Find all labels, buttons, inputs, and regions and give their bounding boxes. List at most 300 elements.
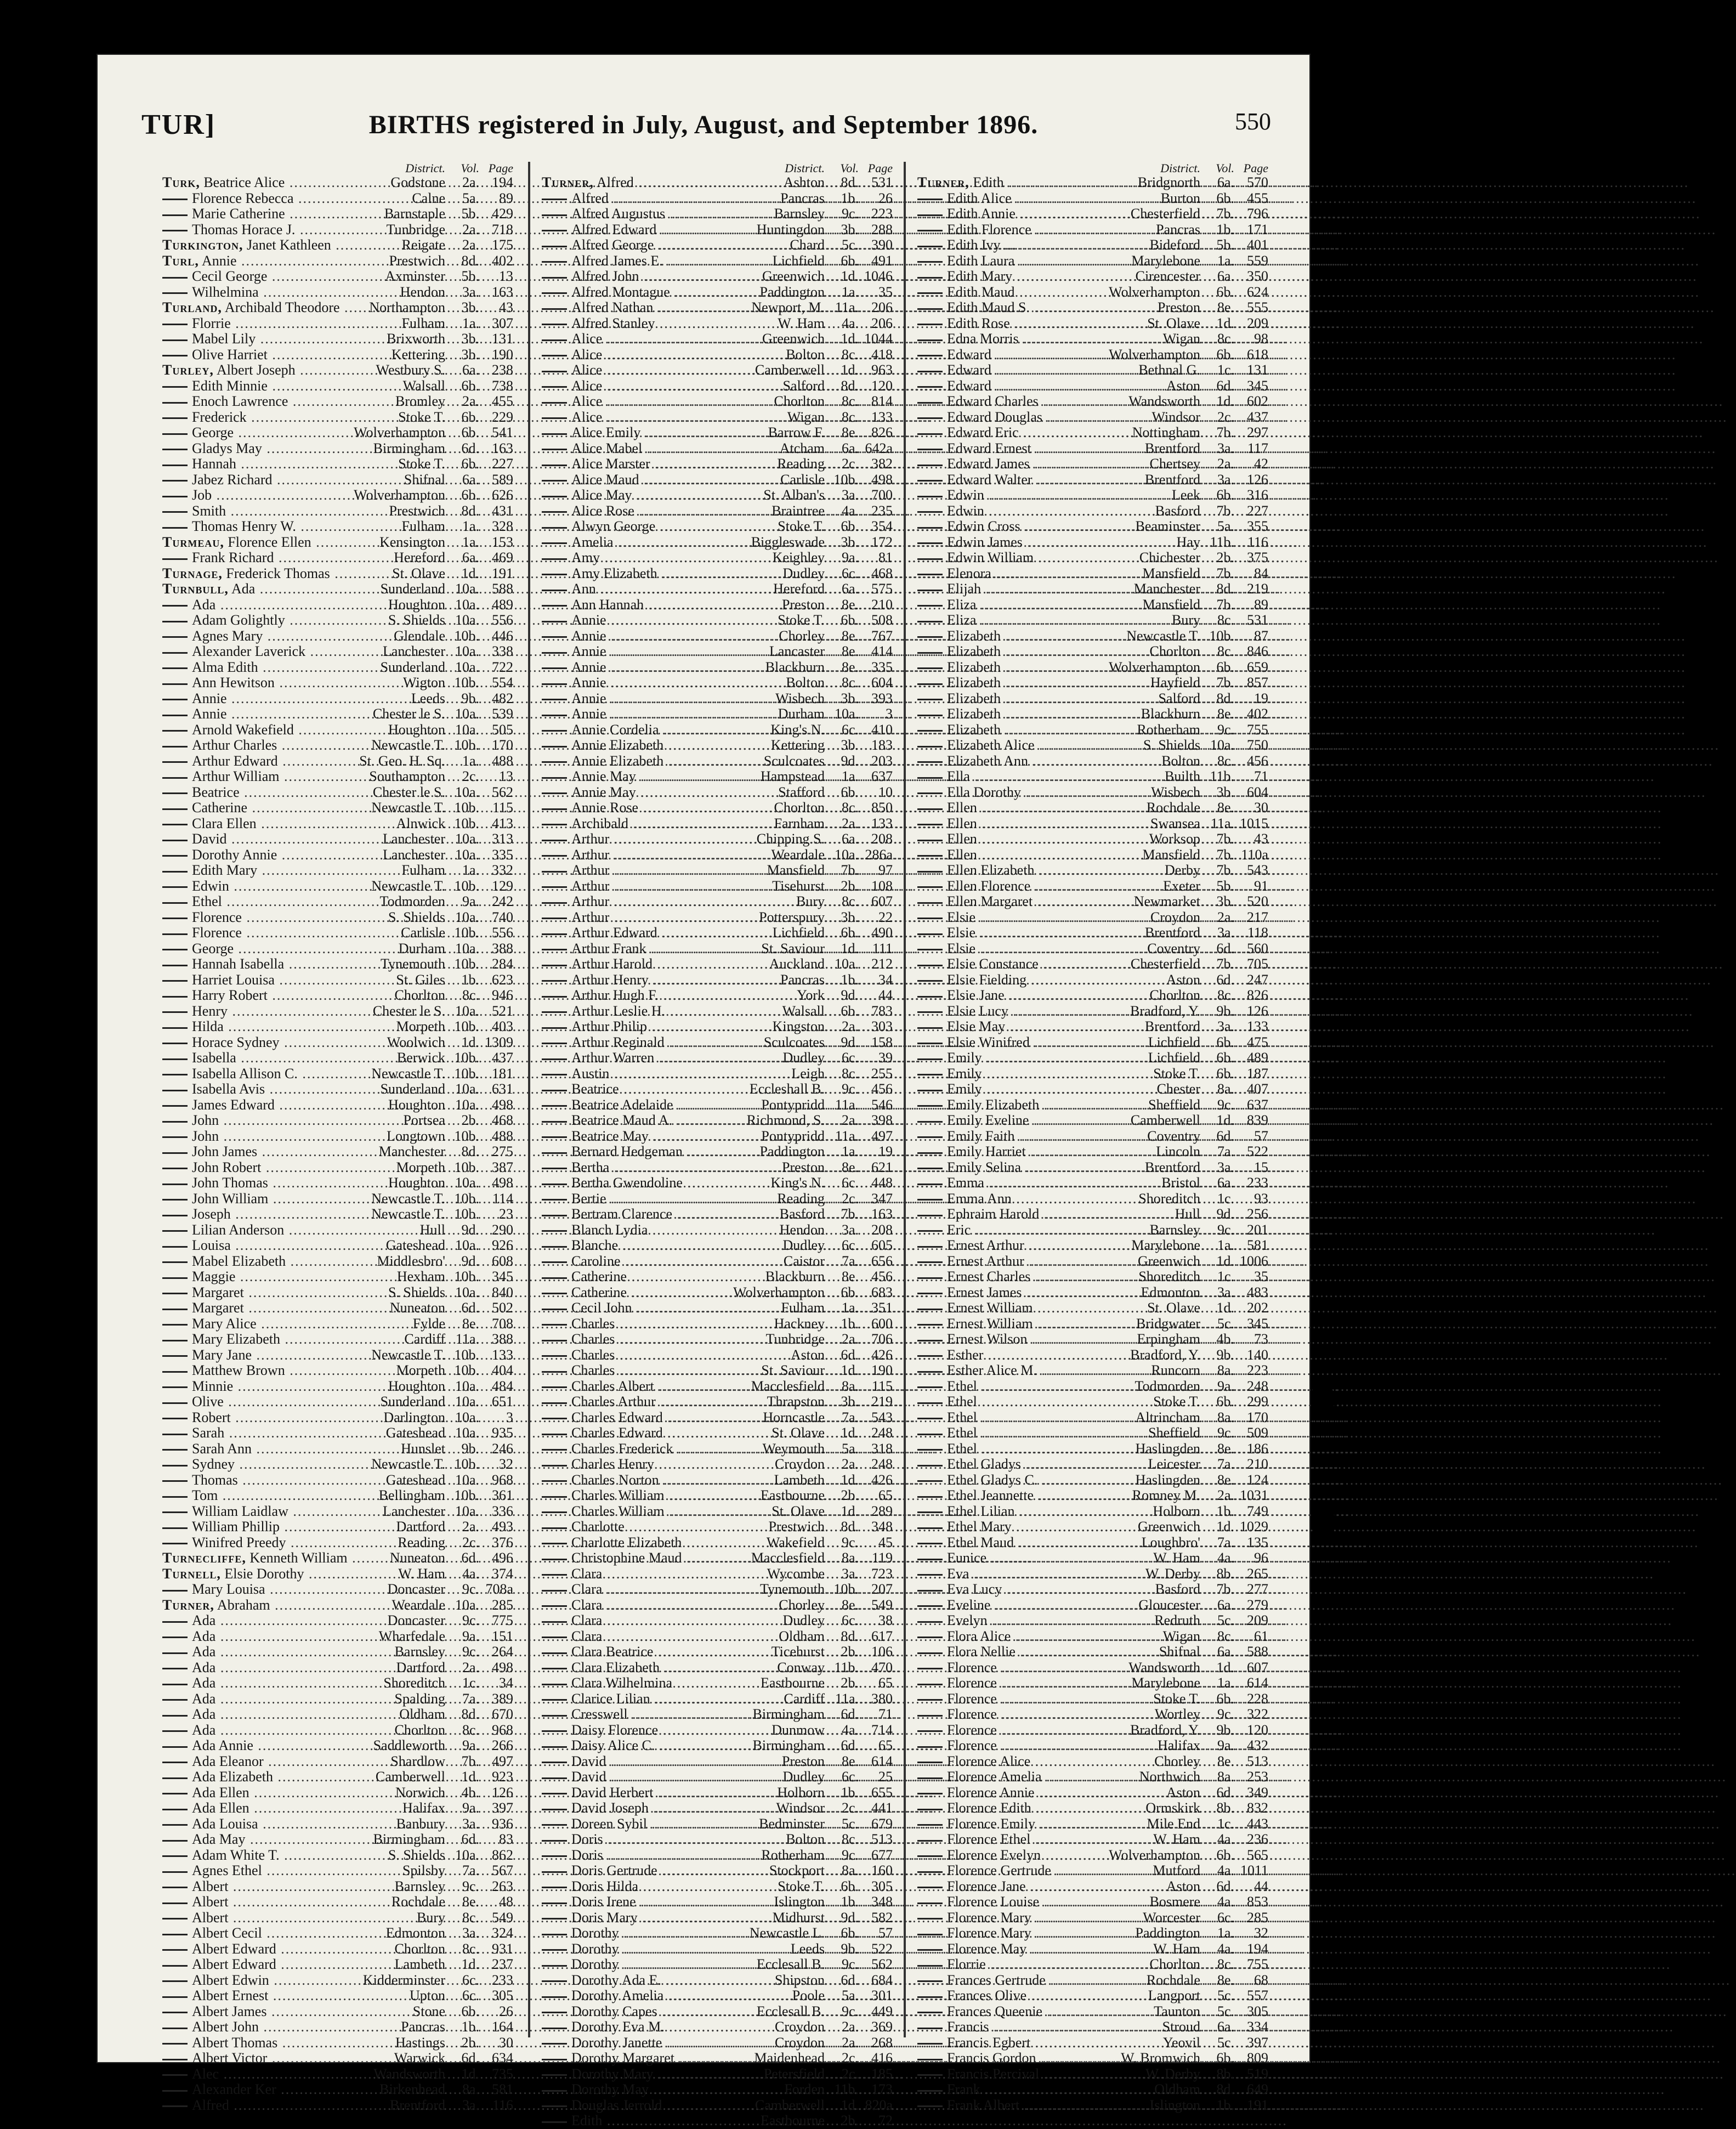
entry-forenames: Edward Charles [947, 393, 1039, 409]
register-entry [542, 1082, 893, 1097]
entry-name [162, 1800, 400, 1816]
entry-forenames: Elsie [947, 909, 975, 925]
register-entry [542, 1019, 893, 1035]
entry-forenames: Charles Frederick [571, 1440, 673, 1457]
entry-page: 206 [871, 299, 893, 315]
entry-district: Bedminster [759, 1815, 825, 1832]
entry-page: 301 [871, 1988, 893, 2003]
ditto-dash [917, 1934, 943, 1935]
entry-district: Bolton [786, 675, 825, 690]
register-entry [162, 1800, 513, 1816]
entry-district: Morpeth [396, 1018, 445, 1034]
entry-district: Morpeth [396, 1362, 445, 1378]
entry-district: Romney M. [1132, 1487, 1200, 1503]
entry-forenames: Annie Cordelia [571, 721, 659, 738]
entry-page: 677 [871, 1847, 893, 1863]
entry-page: 194 [492, 174, 513, 190]
ditto-dash [162, 1949, 188, 1951]
entry-forenames: Florence [947, 1706, 997, 1722]
entry-district: Tunbridge [386, 221, 445, 237]
entry-page: 227 [1247, 502, 1268, 519]
register-entry [162, 300, 513, 316]
ditto-dash [162, 1715, 188, 1717]
entry-forenames: Elsie Constance [947, 956, 1039, 972]
register-entry [917, 1175, 1268, 1191]
entry-forenames: Arthur Edward [192, 752, 278, 769]
entry-page: 238 [492, 362, 513, 378]
entry-district: Bradford, Y. [1130, 1346, 1200, 1363]
register-entry [162, 1285, 513, 1301]
entry-page: 81 [878, 550, 893, 565]
entry-district: Bolton [786, 1831, 825, 1847]
register-entry [917, 1488, 1268, 1504]
entry-name [917, 285, 1107, 301]
entry-page: 931 [492, 1940, 513, 1957]
entry-volume: 8e. [841, 596, 859, 613]
entry-name [917, 1113, 1128, 1129]
ditto-dash [162, 1855, 188, 1857]
ditto-dash [162, 496, 188, 497]
entry-forenames: Beatrice [571, 1081, 619, 1097]
entry-forenames: Ernest Arthur [947, 1253, 1024, 1269]
entry-forenames: Archibald Theodore [224, 299, 340, 315]
register-entry [162, 1129, 513, 1145]
entry-page: 749 [1247, 1503, 1268, 1519]
entry-page: 183 [871, 737, 893, 753]
ditto-dash [917, 1496, 943, 1498]
ditto-dash [542, 918, 567, 919]
entry-forenames: Albert [192, 1878, 229, 1894]
ditto-dash [542, 449, 567, 450]
entry-district: Hay [1176, 534, 1200, 550]
entry-district: Chorlton [394, 1940, 445, 1957]
entry-district: Chester le S. [372, 784, 445, 800]
ditto-dash [542, 214, 567, 216]
entry-page: 297 [1247, 424, 1268, 440]
register-entry [917, 597, 1268, 613]
entry-forenames: Francis Egbert [947, 2034, 1031, 2051]
ditto-dash [542, 1715, 567, 1717]
entry-district: Eastbourne [761, 2113, 825, 2128]
entry-name [162, 1535, 395, 1551]
entry-forenames: Esther Alice M. [947, 1362, 1037, 1378]
entry-page: 303 [871, 1018, 893, 1034]
entry-page: 175 [492, 237, 513, 253]
entry-name [917, 613, 1170, 628]
register-entry [162, 2082, 513, 2098]
entry-volume: 8c. [841, 1831, 859, 1847]
entry-page: 448 [871, 1175, 893, 1191]
entry-name [162, 1816, 394, 1832]
ditto-dash [917, 1309, 943, 1310]
ditto-dash [162, 1324, 188, 1326]
ditto-dash [542, 1402, 567, 1404]
entry-page: 437 [492, 1050, 513, 1066]
entry-name [162, 269, 383, 285]
entry-volume: 8a. [462, 2081, 479, 2097]
entry-name [542, 691, 773, 707]
entry-forenames: Florence [947, 1737, 997, 1753]
register-entry [542, 2051, 893, 2066]
entry-volume: 10b. [454, 1206, 479, 1222]
entry-district: Wycombe [767, 1565, 825, 1582]
entry-forenames: Olive Harriet [192, 346, 268, 363]
entry-surname: Turland, [162, 299, 222, 315]
ditto-dash [917, 1559, 943, 1560]
entry-district: Sunderland [380, 1081, 445, 1097]
register-entry [542, 1629, 893, 1645]
entry-volume: 10a. [455, 1378, 479, 1394]
entry-name [917, 1191, 1136, 1207]
entry-district: Sunderland [380, 581, 445, 597]
entry-volume: 6d. [461, 1300, 479, 1316]
ditto-dash [917, 1074, 943, 1075]
register-entry [162, 581, 513, 597]
ditto-dash [542, 1386, 567, 1388]
entry-name [162, 410, 396, 426]
entry-district: Marylebone [1131, 1237, 1200, 1253]
ditto-dash [917, 1277, 943, 1279]
entry-page: 470 [871, 1659, 893, 1675]
entry-surname: Turner, [917, 174, 969, 190]
entry-volume: 9d. [841, 752, 859, 769]
entry-district: Salford [782, 377, 825, 394]
entry-district: Gloucester [1138, 1596, 1200, 1613]
register-entry [542, 2019, 893, 2035]
entry-volume: 2b. [841, 1675, 859, 1691]
register-entry [917, 1598, 1268, 1613]
entry-page: 449 [871, 2003, 893, 2019]
entry-forenames: Arthur Warren [571, 1050, 655, 1066]
entry-forenames: Charles William [571, 1487, 665, 1503]
entry-forenames: Amelia [571, 534, 614, 550]
register-entry [162, 206, 513, 222]
entry-district: Coventry [1147, 1128, 1200, 1144]
register-entry [917, 1222, 1268, 1238]
ditto-dash [917, 1121, 943, 1123]
entry-volume: 9c. [841, 1534, 859, 1550]
entry-volume: 6a. [462, 550, 479, 565]
ditto-dash [542, 542, 567, 544]
entry-district: Leeds [790, 1940, 825, 1957]
entry-name [917, 1066, 1151, 1082]
entry-name [542, 1613, 780, 1629]
entry-name [917, 1238, 1129, 1254]
entry-page: 242 [492, 893, 513, 909]
entry-forenames: Sarah Ann [192, 1440, 252, 1457]
entry-forenames: Daisy Florence [571, 1722, 659, 1738]
entry-name [162, 1019, 394, 1035]
entry-name [542, 956, 767, 972]
ditto-dash [162, 1011, 188, 1013]
entry-name [542, 1894, 772, 1910]
entry-name [542, 1832, 784, 1848]
entry-district: Brentford [1144, 1018, 1200, 1034]
entry-district: Bromley [395, 393, 445, 409]
entry-name [162, 1300, 388, 1316]
entry-district: Bury [1172, 612, 1200, 628]
entry-page: 509 [1247, 1425, 1268, 1441]
register-entry [542, 1050, 893, 1066]
entry-volume: 4b. [1216, 1331, 1234, 1347]
ditto-dash [542, 777, 567, 779]
ditto-dash [162, 292, 188, 294]
register-entry [542, 1425, 893, 1441]
register-entry [162, 1097, 513, 1113]
entry-name [542, 1848, 759, 1864]
register-entry [542, 394, 893, 410]
district-header: District. [785, 161, 825, 175]
entry-name [542, 1004, 780, 1020]
entry-volume: 4a. [1217, 1862, 1234, 1878]
entry-page: 247 [1247, 971, 1268, 988]
entry-district: Chertsey [1149, 456, 1200, 472]
ditto-dash [162, 1027, 188, 1029]
page-header-label: Page [488, 161, 513, 175]
entry-page: 57 [1254, 1128, 1268, 1144]
entry-forenames: Doris Irene [571, 1894, 636, 1910]
register-entry [162, 550, 513, 566]
register-entry [162, 722, 513, 738]
entry-surname: Turk, [162, 174, 200, 190]
entry-forenames: Annie May [571, 768, 636, 784]
entry-volume: 8a. [1217, 1362, 1234, 1378]
register-entry [542, 1457, 893, 1473]
register-entry [542, 879, 893, 894]
entry-name [917, 800, 1144, 816]
register-entry [917, 1566, 1268, 1582]
entry-forenames: Edwin [192, 877, 229, 894]
entry-forenames: Arthur Frank [571, 940, 646, 956]
entry-district: Farnham [774, 815, 825, 831]
entry-name [917, 1848, 1107, 1864]
entry-page: 1006 [1240, 1253, 1268, 1269]
entry-page: 498 [492, 1096, 513, 1113]
register-entry [162, 175, 513, 191]
entry-name [162, 237, 400, 253]
register-entry [917, 1207, 1268, 1222]
entry-forenames: Edward James [947, 456, 1030, 472]
entry-forenames: Alice May [571, 487, 632, 503]
entry-forenames: Arnold Wakefield [192, 721, 294, 738]
register-entry [162, 1222, 513, 1238]
entry-page: 456 [1247, 752, 1268, 769]
entry-name [917, 1863, 1150, 1879]
register-entry [542, 706, 893, 722]
entry-name [542, 2019, 773, 2035]
entry-page: 708a [485, 1581, 513, 1597]
entry-forenames: Ellen [947, 800, 977, 816]
entry-forenames: Emily [947, 1081, 982, 1097]
entry-district: Lanchester [382, 846, 445, 863]
register-entry [917, 1879, 1268, 1895]
entry-volume: 6c. [841, 565, 859, 581]
entry-name [917, 1004, 1128, 1020]
entry-district: Sheffield [1148, 1096, 1200, 1113]
entry-name [917, 2004, 1151, 2020]
entry-volume: 8d. [1216, 2081, 1234, 2097]
entry-forenames: Arthur [571, 893, 610, 909]
entry-name [542, 300, 749, 316]
entry-district: Midhurst [772, 1909, 825, 1926]
entry-page: 116 [492, 2097, 513, 2113]
entry-surname: Turley, [162, 362, 214, 378]
ditto-dash [162, 1434, 188, 1435]
entry-name [162, 1441, 399, 1457]
entry-volume: 10a. [455, 1081, 479, 1097]
entry-name [162, 1144, 377, 1160]
entry-forenames: Alec [192, 2065, 219, 2082]
ditto-dash [162, 824, 188, 825]
register-entry [542, 1363, 893, 1379]
entry-district: Basford [779, 1206, 825, 1222]
entry-volume: 2c. [462, 768, 479, 784]
register-entry [542, 660, 893, 676]
entry-forenames: David Herbert [571, 1784, 654, 1800]
register-entry [542, 425, 893, 441]
ditto-dash [542, 1543, 567, 1544]
ditto-dash [162, 2043, 188, 2045]
entry-surname: Turnage, [162, 565, 223, 581]
entry-page: 338 [492, 643, 513, 659]
register-entry [162, 253, 513, 269]
entry-district: Fylde [412, 1315, 445, 1332]
entry-forenames: Marie Catherine [192, 206, 285, 222]
entry-district: Barnsley [394, 1644, 445, 1660]
entry-page: 413 [492, 815, 513, 831]
entry-page: 614 [871, 1753, 893, 1769]
entry-forenames: Charles Edward [571, 1425, 663, 1441]
entry-page: 649 [1247, 2081, 1268, 2097]
entry-district: King's N. [770, 721, 825, 738]
ditto-dash [162, 886, 188, 888]
ditto-dash [917, 1402, 943, 1404]
entry-name [542, 1457, 773, 1473]
entry-page: 475 [1247, 1034, 1268, 1050]
entry-district: Dudley [782, 1612, 825, 1628]
entry-forenames: Ethel [947, 1440, 977, 1457]
entry-volume: 7b. [1216, 424, 1234, 440]
entry-name [917, 785, 1149, 801]
entry-district: W. Ham [1153, 1831, 1200, 1847]
entry-name [917, 1019, 1143, 1035]
entry-district: Rotherham [761, 1847, 825, 1863]
entry-volume: 6c. [841, 1050, 859, 1066]
entry-volume: 1b. [841, 1894, 859, 1910]
entry-page: 559 [1247, 252, 1268, 269]
entry-district: Camberwell [754, 362, 825, 378]
entry-forenames: Florence Rebecca [192, 190, 294, 206]
entry-district: Thrapston [767, 1394, 825, 1409]
entry-page: 556 [492, 612, 513, 628]
entry-forenames: Elsie Winifred [947, 1034, 1030, 1050]
ditto-dash [542, 1136, 567, 1138]
register-entry [162, 1050, 513, 1066]
entry-forenames: Eva Lucy [947, 1581, 1002, 1597]
entry-forenames: Catherine [571, 1284, 627, 1300]
entry-page: 498 [871, 471, 893, 488]
entry-page: 375 [1247, 550, 1268, 565]
entry-page: 124 [1247, 1471, 1268, 1488]
entry-page: 202 [1247, 1300, 1268, 1316]
entry-forenames: Edith [571, 2113, 603, 2128]
entry-forenames: Lilian Anderson [192, 1221, 285, 1238]
entry-volume: 8c. [1217, 612, 1234, 628]
ditto-dash [542, 590, 567, 591]
entry-name [542, 972, 778, 988]
entry-forenames: Elizabeth [947, 690, 1001, 706]
entry-district: Wigan [787, 409, 825, 425]
register-entry [917, 1644, 1268, 1660]
entry-page: 318 [871, 1440, 893, 1457]
entry-page: 32 [1254, 1925, 1268, 1941]
entry-forenames: Ada Ellen [192, 1784, 249, 1800]
entry-district: Bosmere [1149, 1894, 1200, 1910]
register-entry [917, 1316, 1268, 1332]
entry-forenames: Charles [571, 1331, 615, 1347]
entry-forenames: Frank Richard [192, 550, 274, 565]
entry-district: Gateshead [385, 1425, 445, 1441]
entry-forenames: Archibald [571, 815, 628, 831]
entry-forenames: Albert Joseph [216, 362, 296, 378]
entry-district: Dudley [782, 1769, 825, 1785]
entry-volume: 9c. [462, 1581, 479, 1597]
entry-forenames: Harriet Louisa [192, 971, 275, 988]
entry-name [162, 2035, 393, 2051]
entry-volume: 10a. [834, 956, 859, 972]
entry-forenames: Ellen Florence [947, 877, 1031, 894]
entry-volume: 10a. [455, 706, 479, 722]
entry-volume: 6c. [841, 1175, 859, 1191]
entry-name [917, 347, 1107, 363]
entry-volume: 2c. [1217, 409, 1234, 425]
entry-district: Prestwich [389, 502, 445, 519]
entry-district: Mansfield [1142, 565, 1200, 581]
entry-page: 171 [1247, 221, 1268, 237]
register-entry [542, 472, 893, 488]
entry-forenames: Ada [192, 596, 216, 613]
entry-volume: 2c. [841, 1190, 859, 1207]
register-entry [162, 1019, 513, 1035]
entry-volume: 2a. [462, 1519, 479, 1535]
register-entry [917, 1504, 1268, 1520]
entry-district: Manchester [1133, 581, 1200, 597]
register-entry [162, 472, 513, 488]
entry-name [917, 1285, 1139, 1301]
register-entry [917, 831, 1268, 847]
entry-page: 73 [1254, 1331, 1268, 1347]
entry-district: Potterspury [759, 909, 825, 925]
entry-name [917, 550, 1137, 566]
entry-forenames: Elsie Fielding [947, 971, 1027, 988]
entry-district: Houghton [388, 596, 445, 613]
entry-volume: 8c. [1217, 1956, 1234, 1972]
entry-district: Lichfield [772, 925, 825, 941]
column-header [542, 162, 893, 175]
entry-page: 39 [878, 1050, 893, 1066]
entry-district: Dudley [782, 1050, 825, 1066]
entry-forenames: Ethel Mary [947, 1519, 1012, 1535]
entry-volume: 7b. [1216, 565, 1234, 581]
ditto-dash [542, 808, 567, 810]
entry-page: 543 [871, 1409, 893, 1425]
entry-forenames: Doris Hilda [571, 1878, 639, 1894]
entry-name [162, 628, 392, 644]
entry-district: Barrow F. [768, 424, 825, 440]
entry-volume: 9b. [1216, 1722, 1234, 1738]
entry-forenames: Edith Laura [947, 252, 1015, 269]
entry-volume: 8a. [1217, 1409, 1234, 1425]
